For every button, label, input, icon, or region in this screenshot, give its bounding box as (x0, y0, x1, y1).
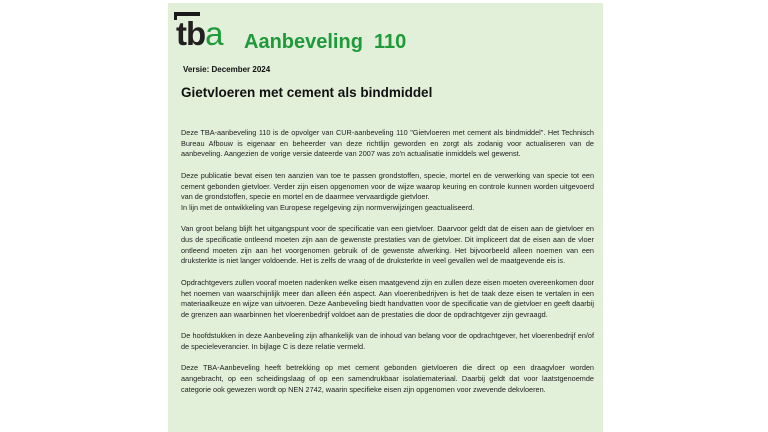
paragraph-specification: Van groot belang blijft het uitgangspunt voor de specificatie van een gietvloer. Daarvoor geldt dat de eisen aan de gietvloer en dus de specificatie ontleend moeten zijn aan de gewenste prestaties van de gietvloer. Dit impliceert dat de eisen aan de vloer ontleend moeten zijn aan het voorgenomen gebruik of de gewenste afwerking. Het bijvoorbeeld alleen noemen van een druksterkte is niet langer voldoende. Het is zelfs de vraag of de druksterkte in veel gevallen wel de maatgevende eis is. (181, 224, 594, 266)
tba-logo (174, 12, 223, 52)
paragraph-norms: In lijn met de ontwikkeling van Europese regelgeving zijn normverwijzingen geactualiseerd. (181, 202, 475, 212)
document-page (168, 3, 603, 432)
paragraph-applicability: Deze TBA-Aanbeveling heeft betrekking op met cement gebonden gietvloeren die direct op een draagvloer worden aangebracht, op een scheidingslaag of op een samendrukbaar isolatiemateriaal. Daarbij geldt dat voor laatstgenoemde categorie ook gewezen wordt op NEN 2742, waarin specifieke eisen zijn opgenomen voor zwevende dekvloeren. (181, 363, 594, 394)
document-body (181, 128, 594, 406)
logo-a-text: a (205, 15, 223, 52)
paragraph-chapters: De hoofdstukken in deze Aanbeveling zijn afhankelijk van de inhoud van belang voor de opdrachtgever, het vloerenbedrijf en/of de specieleverancier. In bijlage C is deze relatie vermeld. (181, 331, 594, 351)
document-title: Aanbeveling 110 (244, 31, 407, 53)
paragraph-clients: Opdrachtgevers zullen vooraf moeten nadenken welke eisen maatgevend zijn en zullen deze eisen moeten overeenkomen door het noemen van waarschijnlijk meer dan alleen één aspect. Aan vloerenbedrijven is het de taak deze eisen te vertalen in een materiaalkeuze en wijze van uitvoeren. Deze Aanbeveling biedt handvatten voor de specificatie van de gietvloer en geeft daarbij de grenzen aan waarbinnen het vloerenbedrijf voldoet aan de prestaties die door de opdrachtgever zijn gevraagd. (181, 277, 594, 319)
document-subtitle: Gietvloeren met cement als bindmiddel (181, 85, 433, 100)
paragraph-scope: Deze publicatie bevat eisen ten aanzien van toe te passen grondstoffen, specie, mortel en de verwerking van specie tot een cement gebonden gietvloer. Verder zijn eisen opgenomen voor de wijze waarop keuring en controle kunnen worden uitgevoerd van de grondstoffen, specie en mortel en de daarmee vervaardigde gietvloer. (181, 170, 594, 202)
logo-tb-text: tb (176, 15, 206, 52)
paragraph-intro: Deze TBA-aanbeveling 110 is de opvolger van CUR-aanbeveling 110 "Gietvloeren met cement als bindmiddel". Het Technisch Bureau Afbouw is eigenaar en beheerder van deze richtlijn geworden en zorgt als zodanig voor actualiseren van de aanbeveling. Aangezien de vorige versie dateerde van 2007 was zo'n actualisatie inmiddels wel gewenst. (181, 128, 594, 159)
version-label: Versie: December 2024 (183, 65, 271, 74)
